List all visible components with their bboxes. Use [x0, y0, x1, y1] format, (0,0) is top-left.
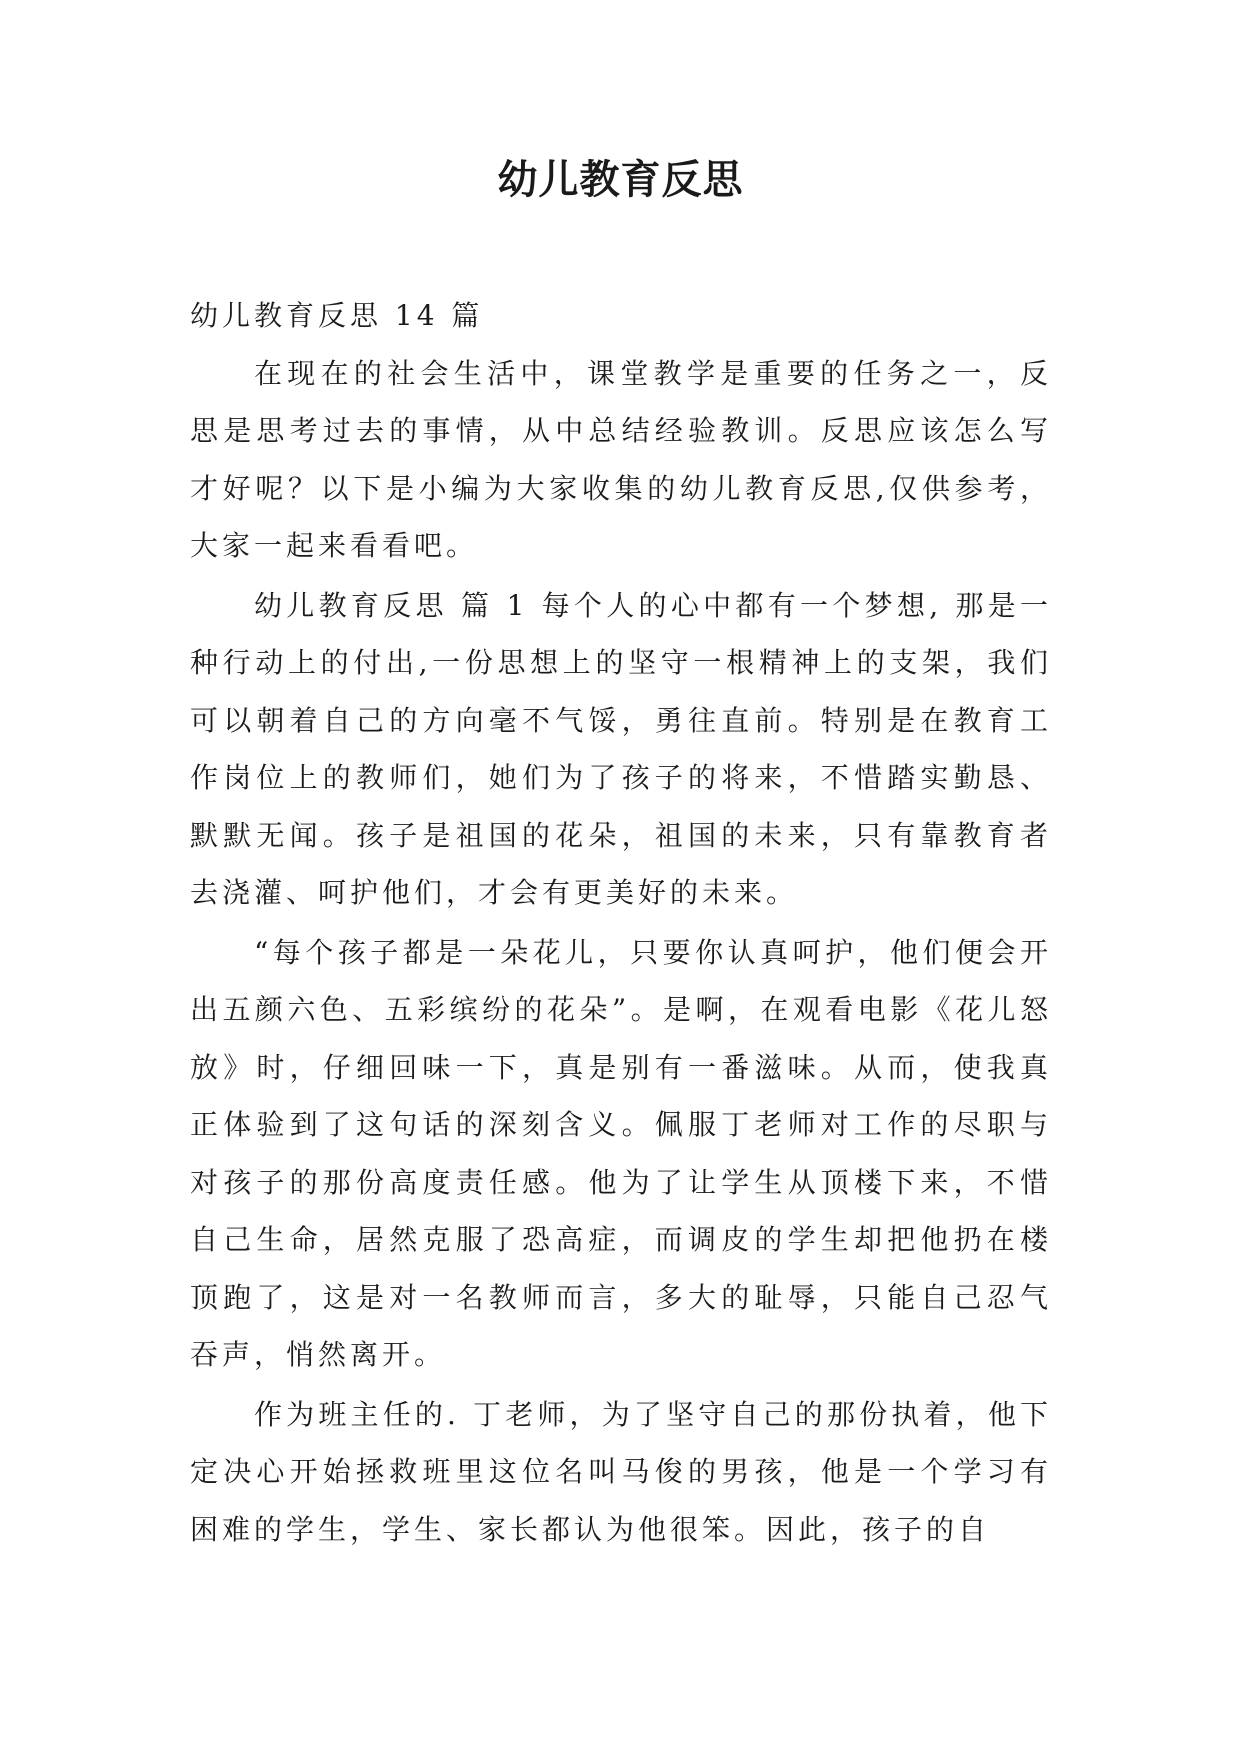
document-body: [190, 287, 1052, 1558]
document-subtitle: 幼儿教育反思 14 篇: [190, 299, 484, 332]
document-title: 幼儿教育反思: [497, 157, 744, 203]
paragraph-section-1: 幼儿教育反思 篇 1 每个人的心中都有一个梦想, 那是一种行动上的付出,一份思想上的坚守一根精神上的支架，我们可以朝着自己的方向毫不气馁，勇往直前。特别是在教育工作岗位上的教师们，她们为了孩子的将来，不惜踏实勤恳、默默无闻。孩子是祖国的花朵，祖国的未来，只有靠教育者去浇灌、呵护他们，才会有更美好的未来。: [190, 588, 1052, 909]
paragraph-teacher: 作为班主任的. 丁老师，为了坚守自己的那份执着，他下定决心开始拯救班里这位名叫马俊的男孩，他是一个学习有困难的学生，学生、家长都认为他很笨。因此，孩子的自: [190, 1397, 1052, 1546]
paragraph-quote: “每个孩子都是一朵花儿，只要你认真呵护，他们便会开出五颜六色、五彩缤纷的花朵”。是啊，在观看电影《花儿怒放》时，仔细回味一下，真是别有一番滋味。从而，使我真正体验到了这句话的深刻含义。佩服丁老师对工作的尽职与对孩子的那份高度责任感。他为了让学生从顶楼下来，不惜自己生命，居然克服了恐高症，而调皮的学生却把他扔在楼顶跑了，这是对一名教师而言，多大的耻辱，只能自己忍气吞声，悄然离开。: [190, 935, 1052, 1371]
paragraph-intro: 在现在的社会生活中，课堂教学是重要的任务之一，反思是思考过去的事情，从中总结经验教训。反思应该怎么写才好呢？以下是小编为大家收集的幼儿教育反思,仅供参考，大家一起来看看吧。: [190, 356, 1052, 562]
